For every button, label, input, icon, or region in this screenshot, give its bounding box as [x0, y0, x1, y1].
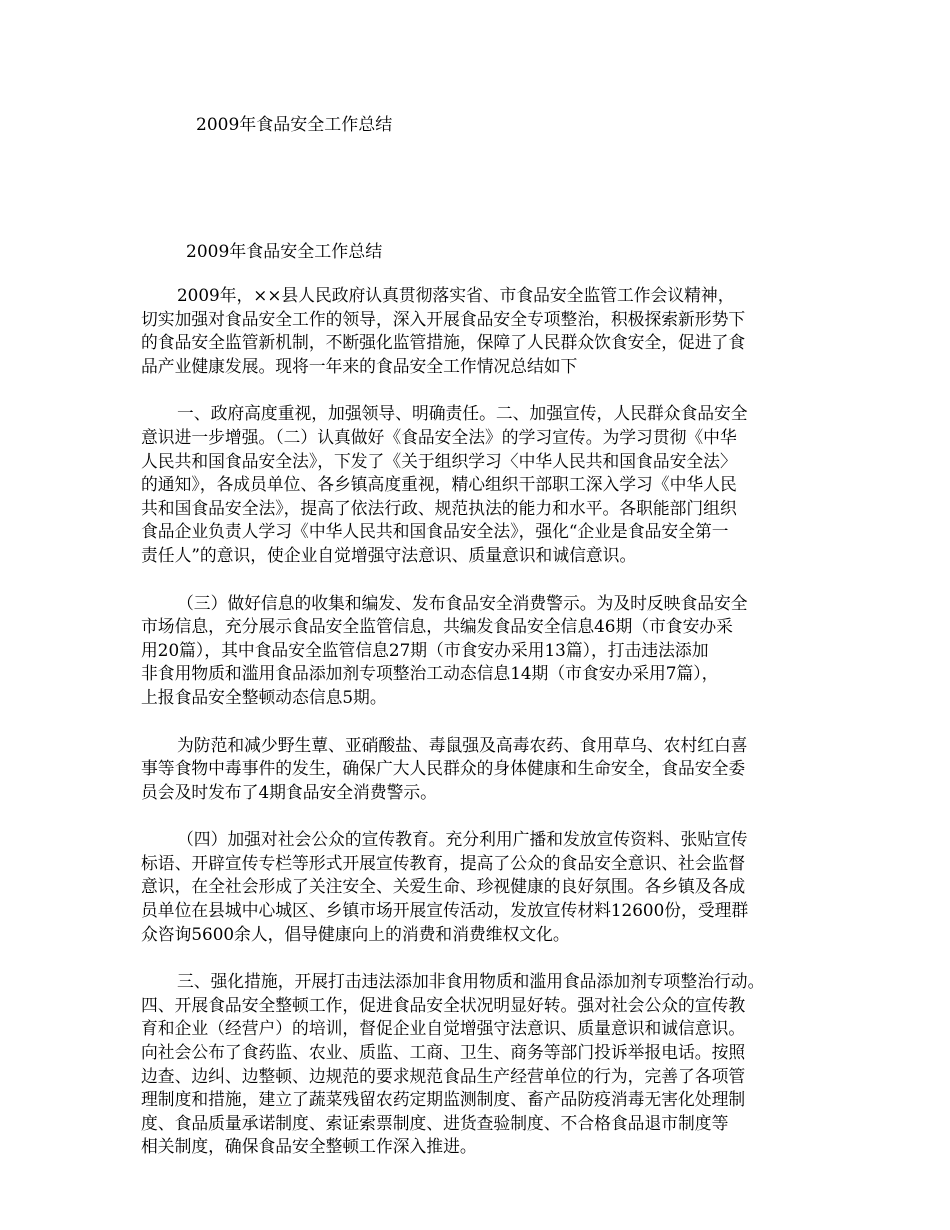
text-line: 共和国食品安全法》，提高了依法行政、规范执法的能力和水平。各职能部门组织 [141, 497, 737, 518]
text-line: 度、食品质量承诺制度、索证索票制度、进货查验制度、不合格食品退市制度等 [141, 1112, 729, 1133]
text-line: 2009年，××县人民政府认真贯彻落实省、市食品安全监管工作会议精神， [177, 285, 735, 305]
text-line: 用20篇），其中食品安全监管信息27期（市食安办采用13篇），打击违法添加 [141, 639, 709, 660]
text-line: 意识，在全社会形成了关注安全、关爱生命、珍视健康的良好氛围。各乡镇及各成 [141, 876, 746, 897]
text-line: 非食用物质和滥用食品添加剂专项整治工动态信息14期（市食安办采用7篇）， [141, 663, 719, 684]
text-line: 向社会公布了食药监、农业、质监、工商、卫生、商务等部门投诉举报电话。按照 [141, 1042, 746, 1063]
paragraph-leadership-publicity [141, 402, 829, 567]
text-line: 标语、开辟宣传专栏等形式开展宣传教育，提高了公众的食品安全意识、社会监督 [141, 852, 746, 873]
text-line: 育和企业（经营户）的培训，督促企业自觉增强守法意识、质量意识和诚信意识。 [141, 1018, 746, 1039]
paragraph-measures-rectification [141, 970, 829, 1159]
text-line: 理制度和措施，建立了蔬菜残留农药定期监测制度、畜产品防疫消毒无害化处理制 [141, 1089, 746, 1110]
text-line: 责任人”的意识，使企业自觉增强守法意识、质量意识和诚信意识。 [141, 544, 637, 565]
text-line: 众咨询5600余人，倡导健康向上的消费和消费维权文化。 [141, 923, 570, 944]
document-subtitle: 2009年食品安全工作总结 [186, 242, 383, 262]
text-line: 四、开展食品安全整顿工作，促进食品安全状况明显好转。强对社会公众的宣传教 [141, 994, 746, 1015]
text-line: 市场信息，充分展示食品安全监管信息，共编发食品安全信息46期（市食安办采 [141, 616, 733, 637]
text-line: 事等食物中毒事件的发生，确保广大人民群众的身体健康和生命安全，食品安全委 [141, 758, 746, 779]
paragraph-information [141, 592, 829, 710]
document-body [141, 284, 829, 1183]
text-line: 为防范和减少野生蕈、亚硝酸盐、毒鼠强及高毒农药、食用草乌、农村红白喜 [177, 734, 748, 755]
text-line: （四）加强对社会公众的宣传教育。充分利用广播和发放宣传资料、张贴宣传 [177, 829, 748, 850]
text-line: 员单位在县城中心城区、乡镇市场开展宣传活动，发放宣传材料12600份，受理群 [141, 900, 749, 921]
text-line: 的通知》，各成员单位、各乡镇高度重视，精心组织干部职工深入学习《中华人民 [141, 474, 737, 495]
text-line: 三、强化措施，开展打击违法添加非食用物质和滥用食品添加剂专项整治行动。 [177, 971, 765, 992]
text-line: 人民共和国食品安全法》，下发了《关于组织学习〈中华人民共和国食品安全法〉 [141, 450, 737, 471]
text-line: 的食品安全监管新机制，不断强化监管措施，保障了人民群众饮食安全，促进了食 [141, 332, 746, 353]
paragraph-public-education [141, 828, 829, 946]
text-line: 意识进一步增强。（二）认真做好《食品安全法》的学习宣传。为学习贯彻《中华 [141, 426, 737, 447]
text-line: 切实加强对食品安全工作的领导，深入开展食品安全专项整治，积极探索新形势下 [141, 308, 746, 329]
text-line: 食品企业负责人学习《中华人民共和国食品安全法》，强化“企业是食品安全第一 [141, 521, 729, 542]
text-line: 上报食品安全整顿动态信息5期。 [141, 686, 387, 707]
text-line: 员会及时发布了4期食品安全消费警示。 [141, 781, 437, 802]
text-line: 相关制度，确保食品安全整顿工作深入推进。 [141, 1136, 477, 1157]
paragraph-intro [141, 284, 829, 378]
text-line: 品产业健康发展。现将一年来的食品安全工作情况总结如下 [141, 355, 578, 376]
document-title: 2009年食品安全工作总结 [196, 115, 393, 135]
text-line: 边查、边纠、边整顿、边规范的要求规范食品生产经营单位的行为，完善了各项管 [141, 1065, 746, 1086]
paragraph-consumer-warning [141, 734, 829, 805]
text-line: （三）做好信息的收集和编发、发布食品安全消费警示。为及时反映食品安全 [177, 592, 748, 613]
text-line: 一、政府高度重视，加强领导、明确责任。二、加强宣传，人民群众食品安全 [177, 403, 748, 424]
